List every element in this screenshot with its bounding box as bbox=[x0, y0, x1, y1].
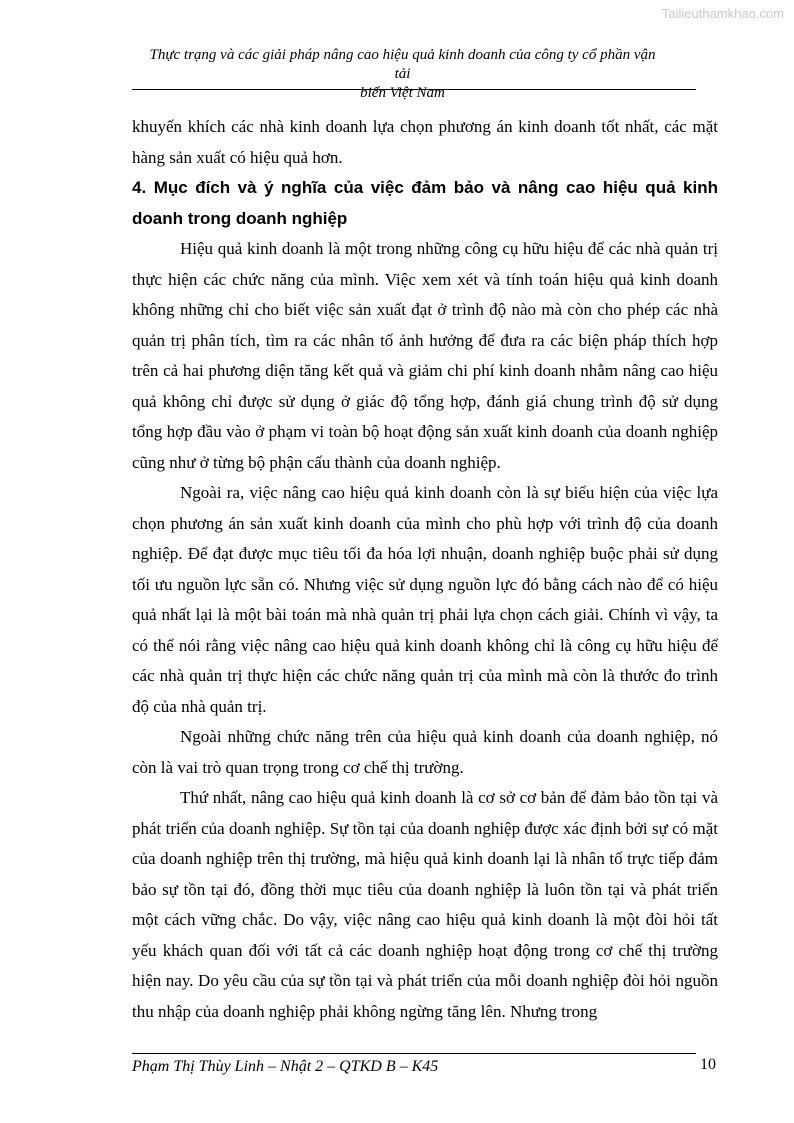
section-heading: 4. Mục đích và ý nghĩa của việc đảm bảo và nâng cao hiệu quả kinh doanh trong doanh nghiệp bbox=[132, 178, 718, 228]
header-rule bbox=[132, 89, 696, 90]
watermark: Tailieuthamkhao.com bbox=[661, 6, 784, 21]
paragraph-1: Hiệu quả kinh doanh là một trong những công cụ hữu hiệu để các nhà quản trị thực hiện các chức năng của mình. Việc xem xét và tính toán hiệu quả kinh doanh không những chỉ cho biết việc sản xuất đạt ở trình độ nào mà còn cho phép các nhà quản trị phân tích, tìm ra các nhân tố ảnh hưởng để đưa ra các biện pháp thích hợp trên cả hai phương diện tăng kết quả và giảm chi phí kinh doanh nhằm nâng cao hiệu quả không chỉ được sử dụng ở giác độ tổng hợp, đánh giá chung trình độ sử dụng tổng hợp đầu vào ở phạm vi toàn bộ hoạt động sản xuất kinh doanh của doanh nghiệp cũng như ở từng bộ phận cấu thành của doanh nghiệp. bbox=[132, 239, 718, 472]
paragraph-4: Thứ nhất, nâng cao hiệu quả kinh doanh là cơ sở cơ bản để đảm bảo tồn tại và phát triển của doanh nghiệp. Sự tồn tại của doanh nghiệp được xác định bởi sự có mặt của doanh nghiệp trên thị trường, mà hiệu quả kinh doanh lại là nhân tố trực tiếp đảm bảo sự tồn tại đó, đồng thời mục tiêu của doanh nghiệp là luôn tồn tại và phát triển một cách vững chắc. Do vậy, việc nâng cao hiệu quả kinh doanh là một đòi hỏi tất yếu khách quan đối với tất cả các doanh nghiệp hoạt động trong cơ chế thị trường hiện nay. Do yêu cầu của sự tồn tại và phát triển của mỗi doanh nghiệp đòi hỏi nguồn thu nhập của doanh nghiệp phải không ngừng tăng lên. Nhưng trong bbox=[132, 788, 718, 1021]
footer-author: Phạm Thị Thùy Linh – Nhật 2 – QTKD B – K45 bbox=[132, 1058, 439, 1075]
paragraph-continuation: khuyến khích các nhà kinh doanh lựa chọn phương án kinh doanh tốt nhất, các mặt hàng sản xuất có hiệu quả hơn. bbox=[132, 117, 718, 167]
header-title-line2: biển Việt Nam bbox=[360, 85, 445, 101]
running-header bbox=[140, 46, 665, 103]
paragraph-3: Ngoài những chức năng trên của hiệu quả kinh doanh của doanh nghiệp, nó còn là vai trò quan trọng trong cơ chế thị trường. bbox=[132, 727, 718, 777]
page-number: 10 bbox=[700, 1056, 716, 1073]
page-body bbox=[132, 112, 718, 1027]
paragraph-2: Ngoài ra, việc nâng cao hiệu quả kinh doanh còn là sự biểu hiện của việc lựa chọn phương án sản xuất kinh doanh của mình cho phù hợp với trình độ của doanh nghiệp. Để đạt được mục tiêu tối đa hóa lợi nhuận, doanh nghiệp buộc phải sử dụng tối ưu nguồn lực sẵn có. Nhưng việc sử dụng nguồn lực đó bằng cách nào để có hiệu quả nhất lại là một bài toán mà nhà quản trị phải lựa chọn cách giải. Chính vì vậy, ta có thể nói rằng việc nâng cao hiệu quả kinh doanh không chỉ là công cụ hữu hiệu để các nhà quản trị thực hiện các chức năng quản trị của mình mà còn là thước đo trình độ của nhà quản trị. bbox=[132, 483, 718, 716]
header-title-line1: Thực trạng và các giải pháp nâng cao hiệu quả kinh doanh của công ty cổ phần vận tải bbox=[149, 47, 656, 82]
footer-rule bbox=[132, 1053, 696, 1054]
